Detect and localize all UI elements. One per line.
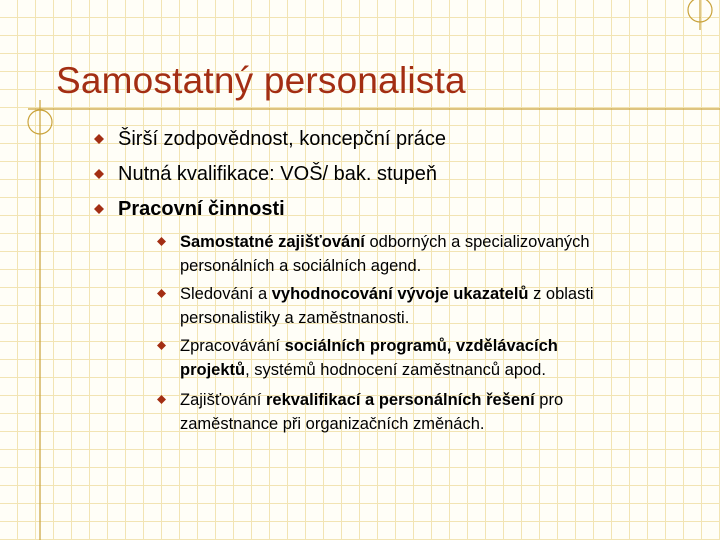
sub-bullet-line bbox=[180, 306, 700, 330]
bold-text-run: rekvalifikací a personálních řešení bbox=[265, 391, 535, 409]
text-run: zaměstnance při organizačních změnách. bbox=[180, 415, 485, 433]
diamond-bullet-icon bbox=[157, 237, 166, 246]
text-run: odborných a specializovaných bbox=[364, 233, 590, 251]
text-run: , systémů hodnocení zaměstnanců apod. bbox=[245, 361, 546, 379]
sub-bullet-line bbox=[180, 282, 700, 306]
diamond-bullet-icon bbox=[157, 341, 166, 350]
bullet-item bbox=[118, 198, 285, 221]
bold-text-run: sociálních programů, vzdělávacích bbox=[284, 337, 558, 355]
bullet-text: Širší zodpovědnost, koncepční práce bbox=[118, 128, 446, 150]
diamond-bullet-icon bbox=[157, 395, 166, 404]
sub-bullet-item bbox=[180, 388, 700, 436]
diamond-bullet-icon bbox=[157, 289, 166, 298]
slide-title: Samostatný personalista bbox=[56, 60, 466, 101]
diamond-bullet-icon bbox=[94, 204, 104, 214]
text-run: Zpracovávání bbox=[180, 337, 285, 355]
bullet-item bbox=[118, 163, 437, 186]
sub-bullet-line bbox=[180, 334, 700, 358]
sub-bullet-item bbox=[180, 230, 700, 278]
sub-bullet-line bbox=[180, 254, 700, 278]
bullet-text: Nutná kvalifikace: VOŠ/ bak. stupeň bbox=[118, 163, 438, 185]
bullet-item bbox=[118, 128, 446, 151]
text-run: Sledování a bbox=[180, 285, 272, 303]
text-run: pro bbox=[534, 391, 564, 409]
text-run: Zajišťování bbox=[180, 391, 266, 409]
bold-text-run: vyhodnocování vývoje ukazatelů bbox=[271, 285, 529, 303]
text-run: personalistiky a zaměstnanosti. bbox=[180, 309, 410, 327]
text-run: personálních a sociálních agend. bbox=[180, 257, 422, 275]
diamond-bullet-icon bbox=[94, 169, 104, 179]
sub-bullet-item bbox=[180, 282, 700, 330]
sub-bullet-line bbox=[180, 358, 700, 382]
sub-bullet-line bbox=[180, 388, 700, 412]
sub-bullet-item bbox=[180, 334, 700, 382]
bullet-text: Pracovní činnosti bbox=[118, 198, 285, 220]
text-run: z oblasti bbox=[528, 285, 594, 303]
diamond-bullet-icon bbox=[94, 134, 104, 144]
bold-text-run: Samostatné zajišťování bbox=[180, 233, 365, 251]
sub-bullet-line bbox=[180, 412, 700, 436]
bold-text-run: projektů bbox=[180, 361, 246, 379]
sub-bullet-line bbox=[180, 230, 700, 254]
